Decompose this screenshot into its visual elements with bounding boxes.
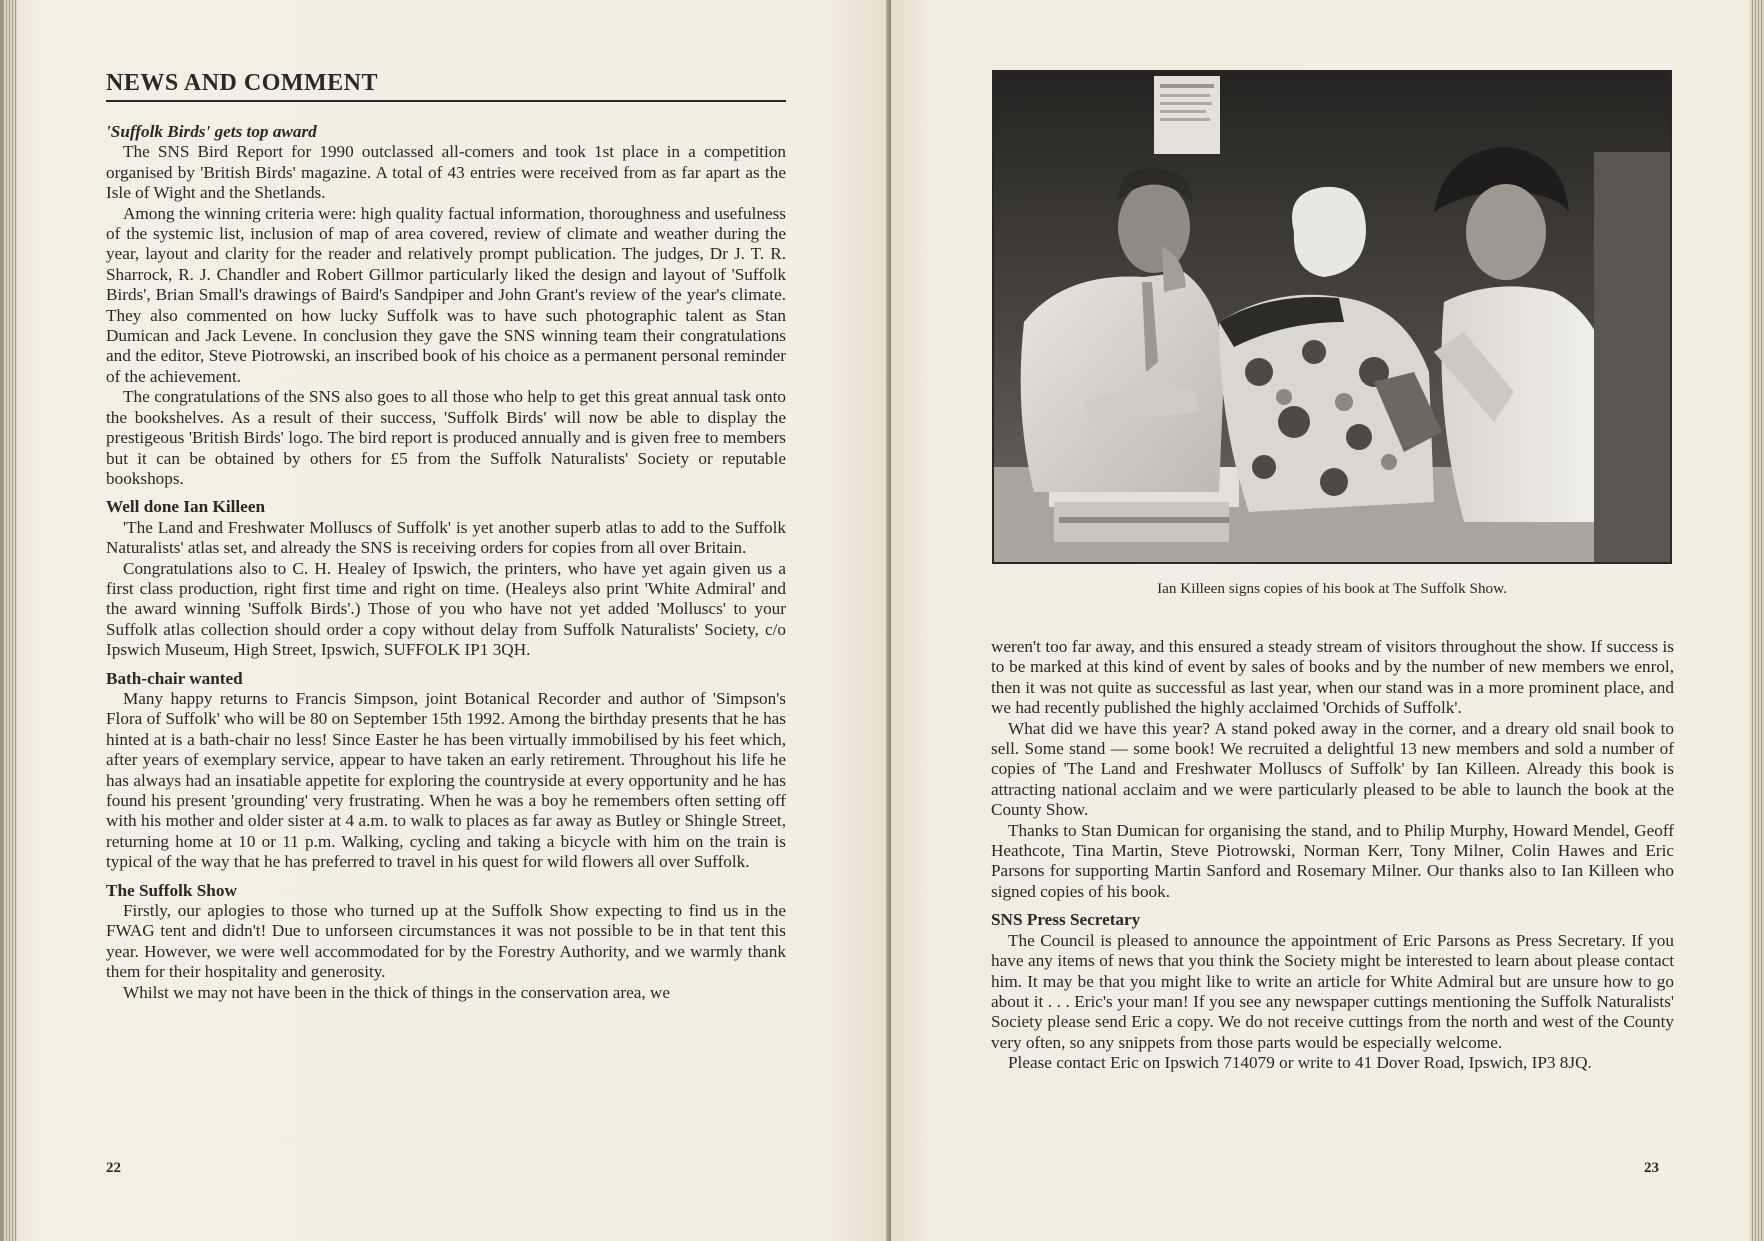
paragraph: The congratulations of the SNS also goes to all those who help to get this great annual task onto the bookshelves. As a result of their success, 'Suffolk Birds' will now be able to display the prestigeous 'British Birds' logo. The bird report is produced annually and is given free to members but it can be obtained by others for £5 from the Suffolk Naturalists' Society or reputable bookshops. (106, 387, 786, 488)
article-heading-bath-chair: Bath-chair wanted (106, 668, 243, 688)
paragraph: Congratulations also to C. H. Healey of Ipswich, the printers, who have yet again given us a first class production, right first time and right on time. (Healeys also print 'White Admiral' and the award winning 'Suffolk Birds'.) Those of you who have not yet added 'Molluscs' to your Suffolk atlas collection should order a copy without delay from Suffolk Naturalists' Society, c/o Ipswich Museum, High Street, Ipswich, SUFFOLK IP1 3QH. (106, 558, 786, 660)
paragraph: 'The Land and Freshwater Molluscs of Suffolk' is yet another superb atlas to add to the Suffolk Naturalists' atlas set, and already the SNS is receiving orders for copies from all over Britain. (106, 517, 786, 558)
left-page-edge (3, 0, 17, 1241)
paragraph: weren't too far away, and this ensured a steady stream of visitors throughout the show. If success is to be marked at this kind of event by sales of books and by the number of new members we enrol, then it was not quite as successful as last year, when our stand was in a more prominent place, and we had recently published the highly acclaimed 'Orchids of Suffolk'. (991, 637, 1674, 718)
photo-caption: Ian Killeen signs copies of his book at The Suffolk Show. (1157, 580, 1507, 597)
section-title: NEWS AND COMMENT (106, 70, 786, 102)
photo-illustration (994, 72, 1670, 562)
right-column (991, 637, 1674, 1074)
paragraph: The SNS Bird Report for 1990 outclassed all-comers and took 1st place in a competition organised by 'British Birds' magazine. A total of 43 entries were received from as far apart as the Isle of Wight and the Shetlands. (106, 142, 786, 203)
photo-book-signing (992, 70, 1672, 564)
paragraph: The Council is pleased to announce the appointment of Eric Parsons as Press Secretary. If you have any items of news that you think the Society might be interested to learn about please contact him. It may be that you might like to write an article for White Admiral but are unsure how to go about it . . . Eric's your man! If you see any newspaper cuttings mentioning the Suffolk Naturalists' Society please send Eric a copy. We do not receive cuttings from the north and west of the County very often, so any snippets from those parts would be especially welcome. (991, 930, 1674, 1052)
page-number-right: 23 (1644, 1160, 1659, 1176)
paragraph: Many happy returns to Francis Simpson, joint Botanical Recorder and author of 'Simpson's Flora of Suffolk' who will be 80 on September 15th 1992. Among the birthday presents that he has hinted at is a bath-chair no less! Since Easter he has been virtually immobilised by his feet which, after years of exemplary service, appear to have taken an early retirement. Throughout his life he has always had an insatiable appetite for exploring the countryside at every opportunity and he has found his present 'grounding' very frustrating. When he was a boy he remembers often setting off with his mother and older sister at 4 a.m. to walk to places as far away as Butley or Shingle Street, returning home at 10 or 11 p.m. Walking, cycling and taking a bicycle with him on the train is typical of the way that he has preferred to travel in his quest for wild flowers all over Suffolk. (106, 688, 786, 872)
article-heading-press-secretary: SNS Press Secretary (991, 910, 1141, 930)
article-heading-ian-killeen: Well done Ian Killeen (106, 497, 266, 517)
article-heading-suffolk-show: The Suffolk Show (106, 880, 237, 900)
paragraph: Please contact Eric on Ipswich 714079 or write to 41 Dover Road, Ipswich, IP3 8JQ. (1008, 1053, 1592, 1073)
paragraph: What did we have this year? A stand poked away in the corner, and a dreary old snail book to sell. Some stand — some book! We recruited a delightful 13 new members and sold a number of copies of 'The Land and Freshwater Molluscs of Suffolk' by Ian Killeen. Already this book is attracting national acclaim and we were particularly pleased to be able to launch the book at the County Show. (991, 718, 1674, 820)
article-heading-suffolk-birds: 'Suffolk Birds' gets top award (106, 122, 317, 141)
left-column (106, 122, 786, 1003)
paragraph: Thanks to Stan Dumican for organising the stand, and to Philip Murphy, Howard Mendel, Geoff Heathcote, Tina Martin, Steve Piotrowski, Norman Kerr, Tony Milner, Colin Hawes and Eric Parsons for supporting Martin Sanford and Rosemary Milner. Our thanks also to Ian Killeen who signed copies of his book. (991, 820, 1674, 901)
right-page-edge (1750, 0, 1764, 1241)
paragraph: Whilst we may not have been in the thick of things in the conservation area, we (123, 982, 670, 1002)
paragraph: Firstly, our aplogies to those who turned up at the Suffolk Show expecting to find us in the FWAG tent and didn't! Due to unforseen circumstances it was not possible to be in that tent this year. However, we were well accommodated for by the Forestry Authority, and we warmly thank them for their hospitality and generosity. (106, 901, 786, 982)
paragraph: Among the winning criteria were: high quality factual information, thoroughness and usefulness of the systemic list, inclusion of map of area covered, review of climate and weather during the year, layout and clarity for the reader and relatively prompt publication. The judges, Dr J. T. R. Sharrock, R. J. Chandler and Robert Gillmor particularly liked the design and layout of 'Suffolk Birds', Brian Small's drawings of Baird's Sandpiper and John Grant's review of the year's climate. They also commented on how lucky Suffolk was to have such photographic talent as Stan Dumican and Jack Levene. In conclusion they gave the SNS winning team their congratulations and the editor, Steve Piotrowski, an inscribed book of his choice as a permanent personal reminder of the achievement. (106, 203, 786, 386)
page-number-left: 22 (106, 1160, 121, 1176)
